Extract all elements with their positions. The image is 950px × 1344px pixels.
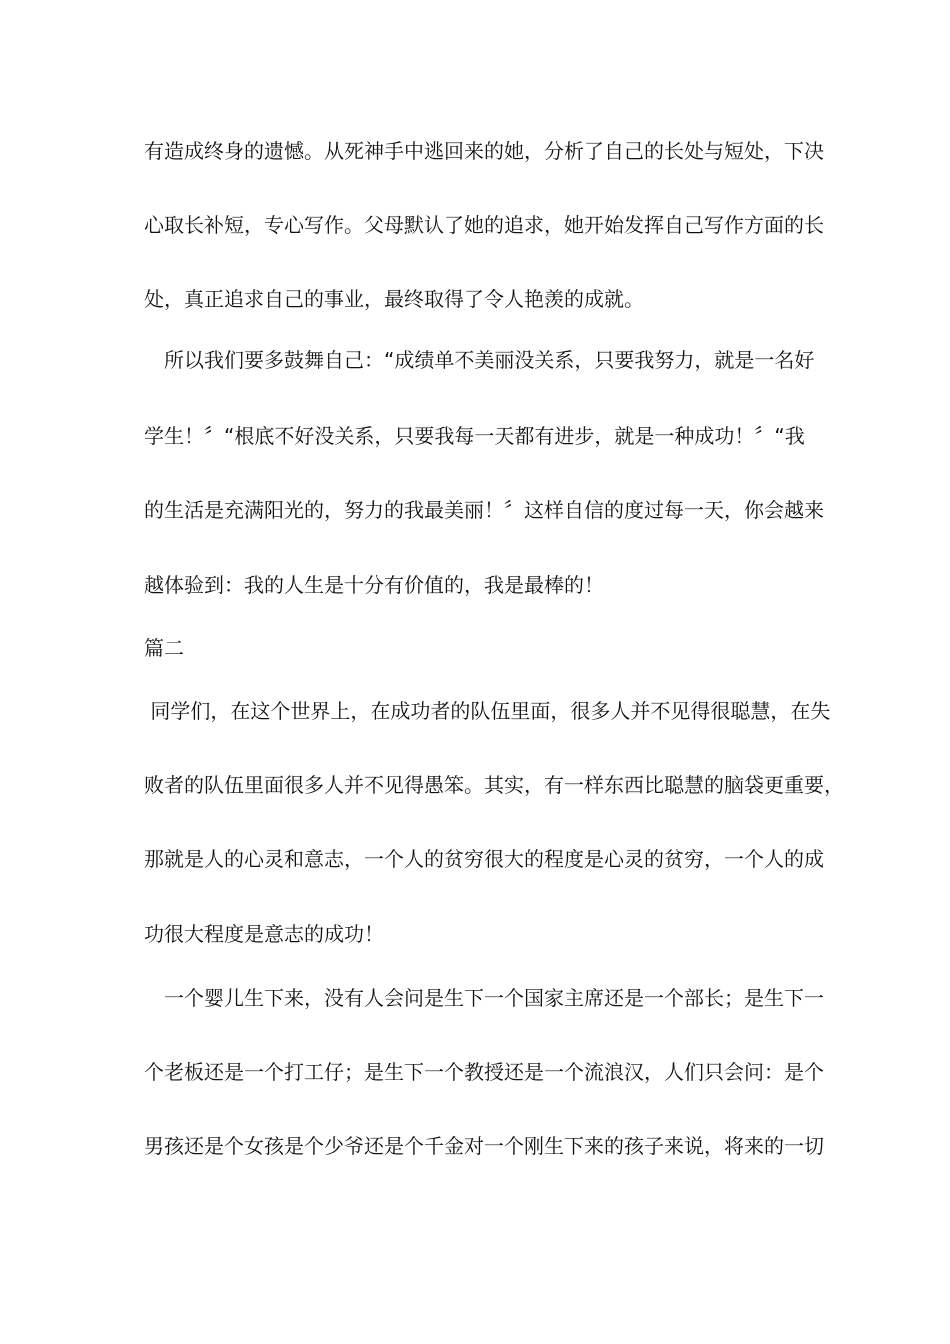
section-heading: 篇二 bbox=[144, 636, 184, 660]
text-line: 所以我们要多鼓舞自己：“成绩单不美丽没关系，只要我努力，就是一名好 bbox=[144, 348, 815, 372]
text-line: 有造成终身的遗憾。从死神手中逃回来的她，分析了自己的长处与短处，下决 bbox=[144, 139, 824, 163]
text-line: 的生活是充满阳光的，努力的我最美丽！〞这样自信的度过每一天，你会越来 bbox=[144, 498, 824, 522]
text-line: 功很大程度是意志的成功！ bbox=[144, 922, 384, 946]
text-line: 处，真正追求自己的事业，最终取得了令人艳羡的成就。 bbox=[144, 287, 644, 311]
text-line: 心取长补短，专心写作。父母默认了她的追求，她开始发挥自己写作方面的长 bbox=[144, 213, 824, 237]
text-line: 同学们，在这个世界上，在成功者的队伍里面，很多人并不见得很聪慧，在失 bbox=[144, 699, 831, 723]
text-line: 败者的队伍里面很多人并不见得愚笨。其实，有一样东西比聪慧的脑袋更重要， bbox=[144, 773, 844, 797]
text-line: 男孩还是个女孩是个少爷还是个千金对一个刚生下来的孩子来说，将来的一切 bbox=[144, 1134, 824, 1158]
text-line: 学生！〞“根底不好没关系，只要我每一天都有进步，就是一种成功！〞“我 bbox=[144, 424, 805, 448]
text-line: 越体验到：我的人生是十分有价值的，我是最棒的！ bbox=[144, 573, 604, 597]
text-line: 个老板还是一个打工仔；是生下一个教授还是一个流浪汉，人们只会问：是个 bbox=[144, 1060, 824, 1084]
text-line: 一个婴儿生下来，没有人会问是生下一个国家主席还是一个部长；是生下一 bbox=[144, 986, 824, 1010]
text-line: 那就是人的心灵和意志，一个人的贫穷很大的程度是心灵的贫穷，一个人的成 bbox=[144, 847, 824, 871]
